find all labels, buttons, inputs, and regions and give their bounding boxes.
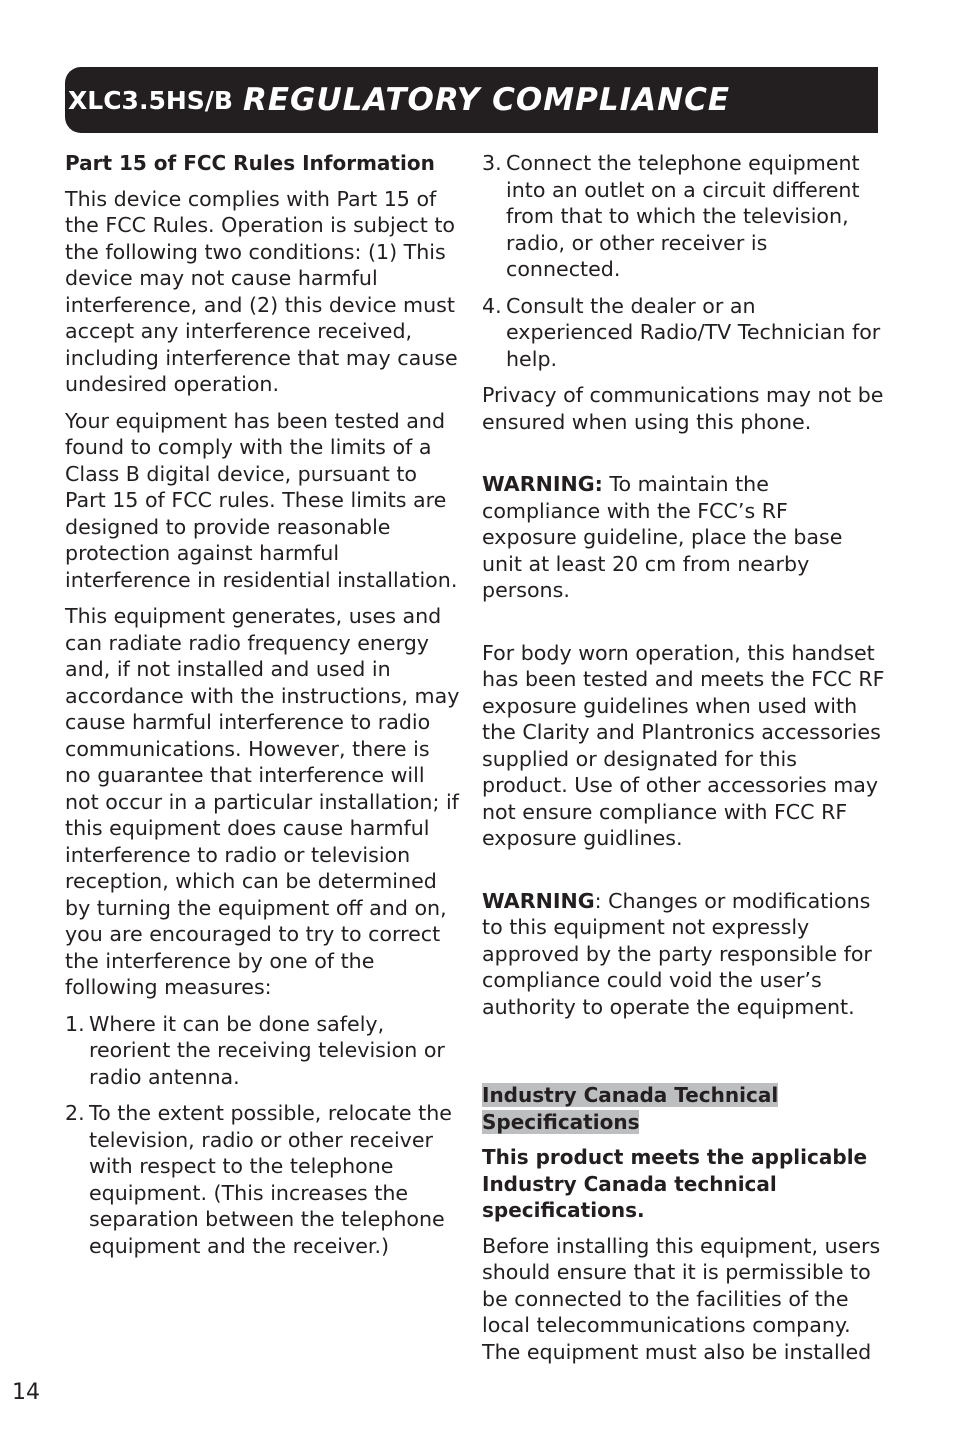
warning-modifications-paragraph <box>482 888 887 1021</box>
page-number: 14 <box>12 1380 40 1405</box>
list-text: Connect the telephone equipment into an outlet on a circuit different from that to which the television, radio, or other receiver is connected. <box>506 151 860 281</box>
fcc-heading: Part 15 of FCC Rules Information <box>65 151 435 175</box>
warning-rf-paragraph <box>482 471 887 604</box>
spacer <box>482 614 887 640</box>
section-banner <box>65 67 878 133</box>
spacer <box>482 862 887 888</box>
warning-text: To maintain the compliance with the FCC’s RF exposure guideline, place the base unit at least 20 cm from nearby persons. <box>482 472 843 602</box>
fcc-paragraph-3: This equipment generates, uses and can radiate radio frequency energy and, if not installed and used in accordance with the instructions, may cause harmful interference to radio communications. However, there is no guarantee that interference will not occur in a particular installation; if this equipment does cause harmful interference to radio or television reception, which can be determined by turning the equipment off and on, you are encouraged to try to correct the interference by one of the following measures: <box>65 604 460 999</box>
list-text: Consult the dealer or an experienced Radio/TV Technician for help. <box>506 293 881 371</box>
list-text: To the extent possible, relocate the television, radio or other receiver with respect to the telephone equipment. (This increases the separation between the telephone equipment and the receiver.) <box>89 1101 452 1258</box>
page-title: REGULATORY COMPLIANCE <box>242 82 730 118</box>
body-worn-paragraph: For body worn operation, this handset has been tested and meets the FCC RF exposure guidelines when used with the Clarity and Plantronics accessories supplied or designated for this product. Use of other accessories may not ensure compliance with FCC RF exposure guidlines. <box>482 640 885 850</box>
fcc-paragraph-1: This device complies with Part 15 of the FCC Rules. Operation is subject to the following two conditions: (1) This device may not cause harmful interference, and (2) this device must accept any interference received, including interference that may cause undesired operation. <box>65 186 458 396</box>
privacy-paragraph: Privacy of communications may not be ensured when using this phone. <box>482 383 884 434</box>
model-number: XLC3.5HS/B <box>68 85 233 115</box>
ic-paragraph: Before installing this equipment, users should ensure that it is permissible to be connected to the facilities of the local telecommunications company. The equipment must also be installed <box>482 1233 881 1364</box>
right-column <box>482 150 887 1375</box>
list-number: 1. <box>65 1011 85 1036</box>
ic-heading-highlight: Industry Canada Technical Specifications <box>482 1083 779 1134</box>
ic-heading <box>482 1082 887 1135</box>
list-number: 2. <box>65 1101 85 1125</box>
list-item <box>65 1011 460 1091</box>
fcc-paragraph-2: Your equipment has been tested and found to comply with the limits of a Class B digital device, pursuant to Part 15 of FCC rules. These limits are designed to provide reasonable protection against harmful interference in residential installation. <box>65 408 458 592</box>
left-column <box>65 150 460 1269</box>
spacer <box>482 1030 887 1082</box>
ic-statement: This product meets the applicable Industry Canada technical specifications. <box>482 1145 868 1222</box>
warning-label: WARNING: <box>482 472 603 496</box>
list-item <box>482 150 887 283</box>
list-number: 3. <box>482 151 502 175</box>
list-number: 4. <box>482 293 502 318</box>
list-item <box>482 293 887 373</box>
list-text: Where it can be done safely, reorient the receiving television or radio antenna. <box>89 1011 445 1089</box>
warning-text: : Changes or modifications to this equipment not expressly approved by the party responsible for compliance could void the user’s authority to operate the equipment. <box>482 888 872 1019</box>
list-item <box>65 1100 460 1259</box>
spacer <box>482 445 887 471</box>
warning-label: WARNING <box>482 888 595 913</box>
